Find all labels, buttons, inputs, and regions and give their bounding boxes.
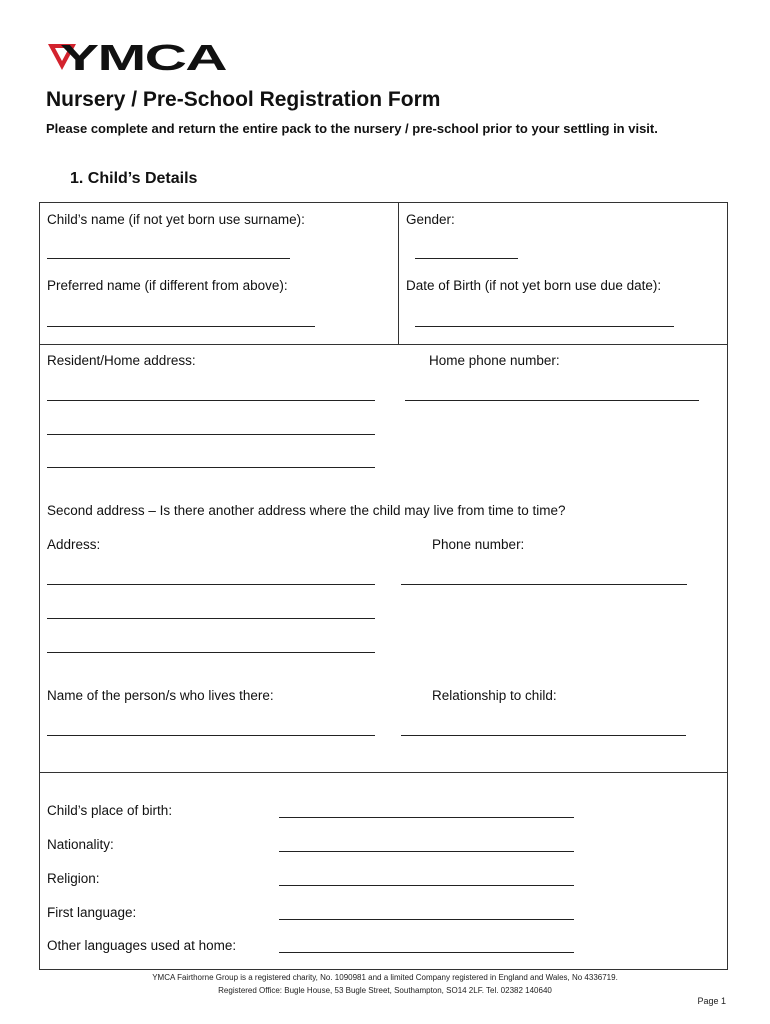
relationship-label: Relationship to child: — [432, 688, 557, 703]
phone-number-label: Phone number: — [432, 537, 525, 552]
second-address-question: Second address – Is there another address where the child may live from time to time? — [47, 503, 566, 518]
childs-name-label: Child’s name (if not yet born use surname): — [47, 212, 305, 227]
nationality-label: Nationality: — [47, 837, 114, 852]
form-frame — [39, 202, 728, 970]
home-phone-field[interactable] — [405, 400, 699, 401]
page-title: Nursery / Pre-School Registration Form — [46, 88, 441, 111]
childs-name-field[interactable] — [47, 258, 290, 259]
person-name-label: Name of the person/s who lives there: — [47, 688, 274, 703]
preferred-name-label: Preferred name (if different from above): — [47, 278, 288, 293]
logo-text: YMCA — [60, 40, 228, 72]
footer-office-text: Registered Office: Bugle House, 53 Bugle Street, Southampton, SO14 2LF. Tel. 02382 140640 — [218, 986, 552, 995]
second-address-line-2[interactable] — [47, 618, 375, 619]
ymca-logo — [46, 40, 228, 72]
place-of-birth-label: Child’s place of birth: — [47, 803, 173, 818]
person-name-field[interactable] — [47, 735, 375, 736]
gender-field[interactable] — [415, 258, 518, 259]
home-address-line-1[interactable] — [47, 400, 375, 401]
religion-label: Religion: — [47, 871, 100, 886]
dob-label: Date of Birth (if not yet born use due date): — [406, 278, 662, 293]
home-address-line-3[interactable] — [47, 467, 375, 468]
divider — [398, 202, 399, 344]
religion-field[interactable] — [279, 885, 574, 886]
section-heading: 1. Child’s Details — [70, 170, 198, 187]
place-of-birth-field[interactable] — [279, 817, 574, 818]
divider — [39, 772, 728, 773]
second-address-line-3[interactable] — [47, 652, 375, 653]
other-languages-label: Other languages used at home: — [47, 938, 237, 953]
dob-field[interactable] — [415, 326, 674, 327]
relationship-field[interactable] — [401, 735, 686, 736]
home-address-label: Resident/Home address: — [47, 353, 196, 368]
intro-text: Please complete and return the entire pack to the nursery / pre-school prior to your settling in visit. — [46, 121, 658, 136]
gender-label: Gender: — [406, 212, 455, 227]
home-phone-label: Home phone number: — [429, 353, 560, 368]
footer-charity-text: YMCA Fairthorne Group is a registered charity, No. 1090981 and a limited Company registered in England and Wales, No 4336719. — [152, 973, 618, 982]
other-languages-field[interactable] — [279, 952, 574, 953]
second-phone-field[interactable] — [401, 584, 687, 585]
nationality-field[interactable] — [279, 851, 574, 852]
address-label: Address: — [47, 537, 101, 552]
page-number: Page 1 — [697, 996, 726, 1006]
second-address-line-1[interactable] — [47, 584, 375, 585]
divider — [39, 344, 728, 345]
first-language-field[interactable] — [279, 919, 574, 920]
preferred-name-field[interactable] — [47, 326, 315, 327]
home-address-line-2[interactable] — [47, 434, 375, 435]
first-language-label: First language: — [47, 905, 137, 920]
